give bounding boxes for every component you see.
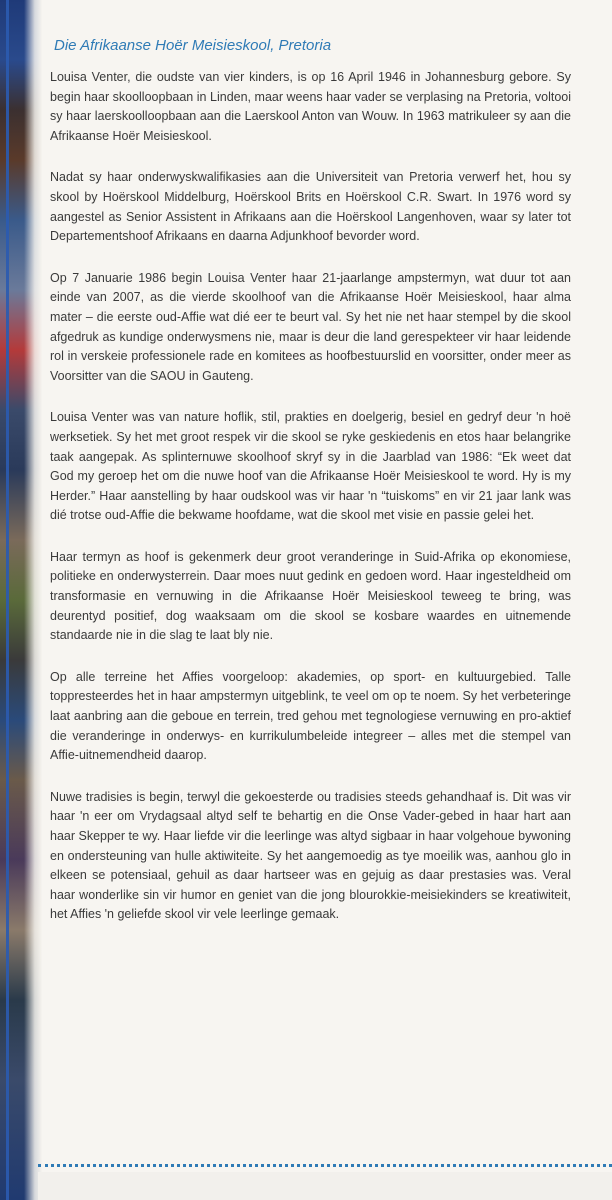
paragraph-5: Haar termyn as hoof is gekenmerk deur groot veranderinge in Suid-Afrika op ekonomiese, politieke en onderwysterrein. Daar moes nuut gedink en gedoen word. Haar ingesteldheid om transformasie en vernuwing in die Afrikaanse Hoër Meisieskool teweeg te bring, was deurentyd positief, dog waaksaam om die skool se kosbare waardes en uitnemende standaarde nie in die slag te laat bly nie. (50, 549, 571, 643)
paragraph-1: Louisa Venter, die oudste van vier kinders, is op 16 April 1946 in Johannesburg gebore. Sy begin haar skoolloopbaan in Linden, maar weens haar vader se verplasing na Pretoria, voltooi sy haar laerskoolloopbaan aan die Laerskool Anton van Wouw. In 1963 matrikuleer sy aan die Afrikaanse Hoër Meisieskool. (50, 70, 571, 143)
paragraph-7: Nuwe tradisies is begin, terwyl die gekoesterde ou tradisies steeds gehandhaaf is. Dit was vir haar 'n eer om Vrydagsaal altyd self te behartig en die Onse Vader-gebed in haar hart aan haar Skepper te wy. Haar liefde vir die leerlinge was altyd sigbaar in haar volgehoue bywoning en ondersteuning van hulle aktiwiteite. Sy het aangemoedig as tye moeilik was, aanhou glo in elkeen se potensiaal, gehuil as daar hartseer was en gejuig as daar prestasies was. Veral haar wonderlike sin vir humor en geniet van die jong blourokkie-meisiekinders se kreatiwiteit, het Affies 'n geliefde skool vir vele leerlinge gemaak. (50, 789, 571, 922)
paragraph-2: Nadat sy haar onderwyskwalifikasies aan die Universiteit van Pretoria verwerf het, hou sy skool by Hoërskool Middelburg, Hoërskool Brits en Hoërskool C.R. Swart. In 1976 word sy aangestel as Senior Assistent in Afrikaans aan die Hoërskool Langenhoven, waar sy later tot Departementshoof Afrikaans en daarna Adjunkhoof bevorder word. (50, 170, 571, 244)
paragraph-6: Op alle terreine het Affies voorgeloop: akademies, op sport- en kultuurgebied. Talle toppresteerdes het in haar ampstermyn uitgeblink, te veel om op te noem. Sy het verbeteringe laat aanbring aan die geboue en terrein, tred gehou met tegnologiese vernuwing en pro-aktief die veranderinge in onderwys- en kurrikulumbeleide integreer – alles met die stempel van Affie-uitnemendheid daarop. (50, 669, 571, 763)
dotted-divider (38, 1164, 612, 1167)
book-spine-edge (0, 0, 42, 1200)
paragraph-4: Louisa Venter was van nature hoflik, stil, prakties en doelgerig, besiel en gedryf deur 'n hoë werksetiek. Sy het met groot respek vir die skool se ryke geskiedenis en etos haar belangrike taak aangepak. As splinternuwe skoolhoof skryf sy in die Jaarblad van 1986: “Ek weet dat God my geroep het om die nuwe hoof van die Afrikaanse Hoër Meisieskool te word. Hy is my Herder.” Haar aanstelling by haar oudskool was vir haar 'n “tuiskoms” en vir 21 jaar lank was dié trotse oud-Affie die bekwame hoofdame, wat die skool met visie en passie gelei het. (50, 410, 571, 523)
spine-blue-line (6, 0, 9, 1200)
page-title: Die Afrikaanse Hoër Meisieskool, Pretoria (54, 37, 332, 54)
spine-fade (24, 0, 42, 1200)
page-footer-band (38, 1172, 612, 1200)
article-body (50, 68, 571, 947)
paragraph-3: Op 7 Januarie 1986 begin Louisa Venter haar 21-jaarlange ampstermyn, wat duur tot aan einde van 2007, as die vierde skoolhoof van die Afrikaanse Hoër Meisieskool, haar alma mater – die eerste oud-Affie wat dié eer te beurt val. Sy het nie net haar stempel by die skool afgedruk as kundige onderwysmens nie, maar is deur die land gerespekteer vir haar leidende rol in verskeie professionele rade en komitees as hoofbestuurslid en voorsitter, onder meer as Voorsitter van die SAOU in Gauteng. (50, 270, 571, 383)
